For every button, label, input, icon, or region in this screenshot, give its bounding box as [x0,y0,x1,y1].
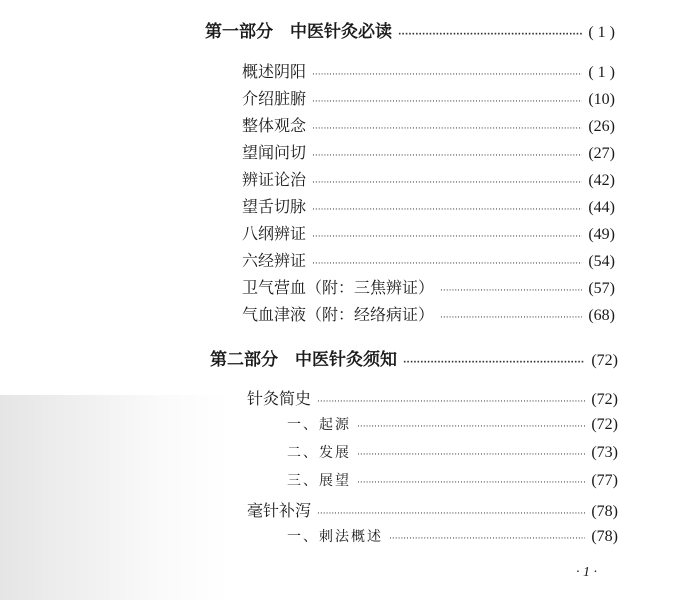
toc-page: (68) [588,307,615,324]
toc-subentry [287,442,618,462]
toc-page: (78) [591,503,618,520]
toc-entry [242,248,615,271]
toc-page: (54) [588,253,615,270]
toc-page: (72) [591,416,618,433]
toc-title: 卫气营血（附：三焦辨证） [242,278,435,297]
toc-leader [312,205,582,215]
toc-leader [317,397,585,407]
toc-title: 辨证论治 [242,170,307,189]
toc-entry [242,167,615,190]
toc-page: (78) [591,528,618,545]
toc-title: 一、起源 [287,417,351,433]
scan-shadow [0,395,230,600]
toc-leader [440,313,582,323]
toc-leader [357,478,585,488]
toc-title: 整体观念 [242,116,307,135]
toc-entry [242,302,615,325]
toc-entry [242,194,615,217]
toc-entry [247,386,618,409]
toc-page: (42) [588,172,615,189]
toc-title: 六经辨证 [242,251,307,270]
toc-leader [312,232,582,242]
toc-title: 八纲辨证 [242,224,307,243]
toc-page: (49) [588,226,615,243]
toc-title: 介绍脏腑 [242,89,307,108]
toc-leader [398,30,582,40]
toc-leader [312,124,582,134]
toc-title: 二、发展 [287,445,351,461]
toc-title: 第二部分 中医针灸须知 [210,350,397,370]
toc-title: 毫针补泻 [247,501,312,520]
page-number: · 1 · [576,565,597,580]
toc-page: (27) [588,145,615,162]
toc-entry [242,275,615,298]
toc-leader [403,358,585,368]
toc-page: (26) [588,118,615,135]
toc-leader [357,450,585,460]
toc-page: (72) [591,391,618,408]
toc-title: 第一部分 中医针灸必读 [205,22,392,42]
toc-leader [389,534,585,544]
toc-page: (77) [591,472,618,489]
toc-leader [312,151,582,161]
toc-page: (57) [588,280,615,297]
toc-part-2 [210,345,618,370]
toc-entry [247,498,618,521]
toc-leader [440,286,582,296]
toc-title: 概述阴阳 [242,62,307,81]
toc-subentry [287,526,618,546]
toc-part-1 [205,17,615,42]
toc-title: 气血津液（附：经络病证） [242,305,435,324]
toc-entry [242,221,615,244]
toc-title: 望闻问切 [242,143,307,162]
toc-entry [242,86,615,109]
toc-title: 望舌切脉 [242,197,307,216]
toc-title: 针灸简史 [247,389,312,408]
toc-subentry [287,414,618,434]
toc-entry [242,59,615,82]
toc-title: 三、展望 [287,473,351,489]
toc-page: ( 1 ) [588,64,615,81]
toc-leader [312,70,582,80]
toc-leader [312,178,582,188]
toc-subentry [287,470,618,490]
toc-entry [242,140,615,163]
toc-leader [312,259,582,269]
toc-page: (44) [588,199,615,216]
toc-leader [317,509,585,519]
toc-page: (72) [591,352,618,369]
toc-leader [312,97,582,107]
toc-leader [357,422,585,432]
toc-entry [242,113,615,136]
toc-title: 一、刺法概述 [287,529,383,545]
toc-page: ( 1 ) [588,24,615,41]
toc-page: (73) [591,444,618,461]
toc-page: (10) [588,91,615,108]
